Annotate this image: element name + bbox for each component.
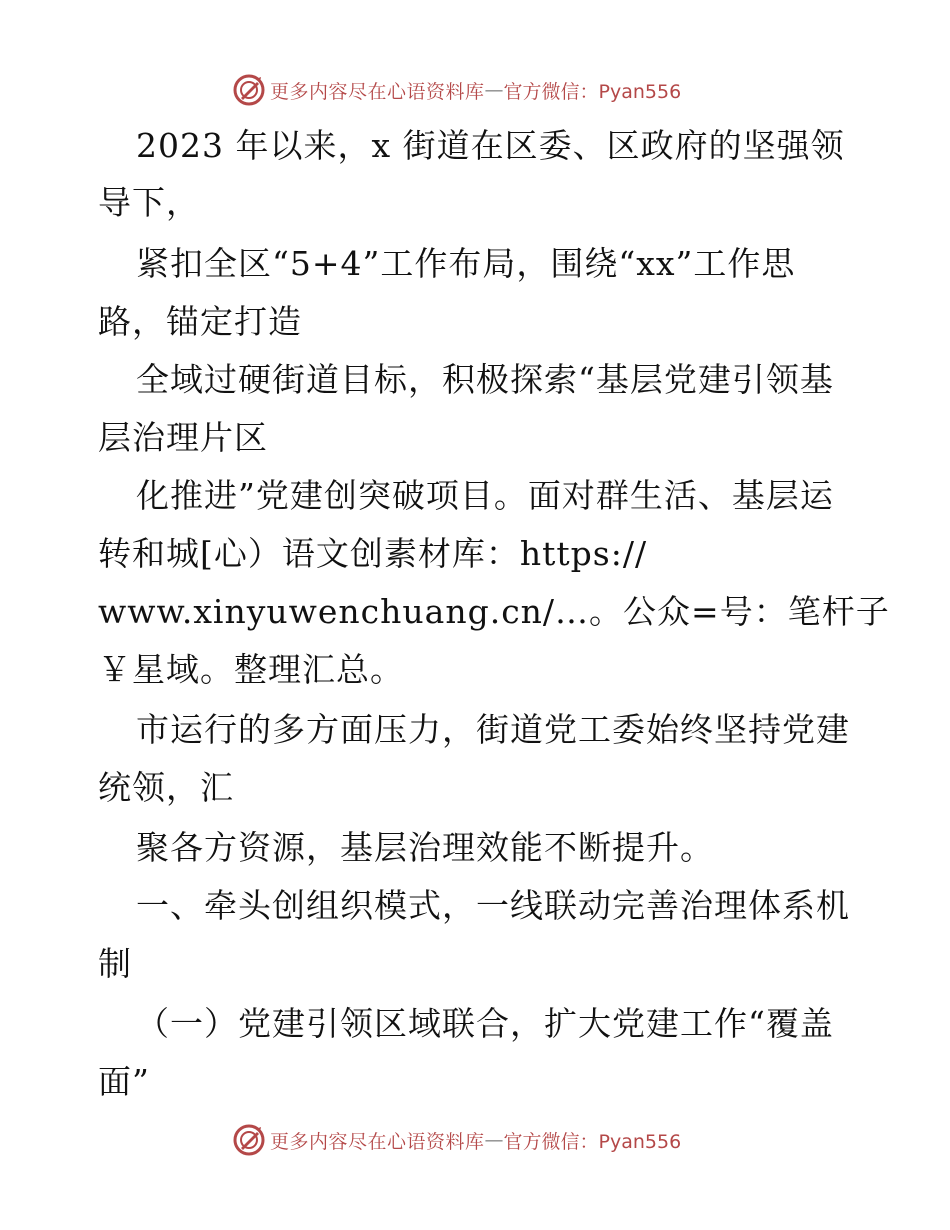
watermark-separator: — [484, 1129, 504, 1151]
text-line: 聚各方资源，基层治理效能不断提升。 [136, 828, 714, 867]
watermark-text: 更多内容尽在心语资料库 [270, 80, 485, 103]
watermark-account: 官方微信：Pyan556 [503, 80, 682, 103]
watermark-account: 官方微信：Pyan556 [503, 1130, 682, 1153]
text-line: 全域过硬街道目标，积极探索“基层党建引领基 [136, 360, 834, 399]
text-line: 转和城[心）语文创素材库：https:// [98, 534, 648, 573]
text-line: 面” [98, 1062, 150, 1101]
text-line: 紧扣全区“5+4”工作布局，围绕“xx”工作思 [136, 244, 796, 283]
text-line: 制 [98, 944, 132, 983]
text-line: 路，锚定打造 [98, 302, 302, 341]
pen-logo-icon [232, 1123, 266, 1157]
watermark-footer [232, 1122, 681, 1158]
text-line: www.xinyuwenchuang.cn/…。公众=号：笔杆子 [98, 592, 890, 631]
text-line: 2023 年以来，x 街道在区委、区政府的坚强领 [136, 126, 845, 165]
text-line: 一、牵头创组织模式，一线联动完善治理体系机 [136, 886, 850, 925]
text-line: 导下， [98, 183, 200, 222]
text-line: ￥星域。整理汇总。 [98, 650, 404, 689]
pen-logo-icon [232, 73, 266, 107]
text-line: 市运行的多方面压力，街道党工委始终坚持党建 [136, 710, 850, 749]
watermark-text: 更多内容尽在心语资料库 [270, 1130, 485, 1153]
watermark-separator: — [484, 79, 504, 101]
watermark-header [232, 72, 681, 108]
text-line: （一）党建引领区域联合，扩大党建工作“覆盖 [136, 1004, 834, 1043]
text-line: 统领，汇 [98, 768, 234, 807]
text-line: 化推进”党建创突破项目。面对群生活、基层运 [136, 476, 834, 515]
text-line: 层治理片区 [98, 418, 268, 457]
